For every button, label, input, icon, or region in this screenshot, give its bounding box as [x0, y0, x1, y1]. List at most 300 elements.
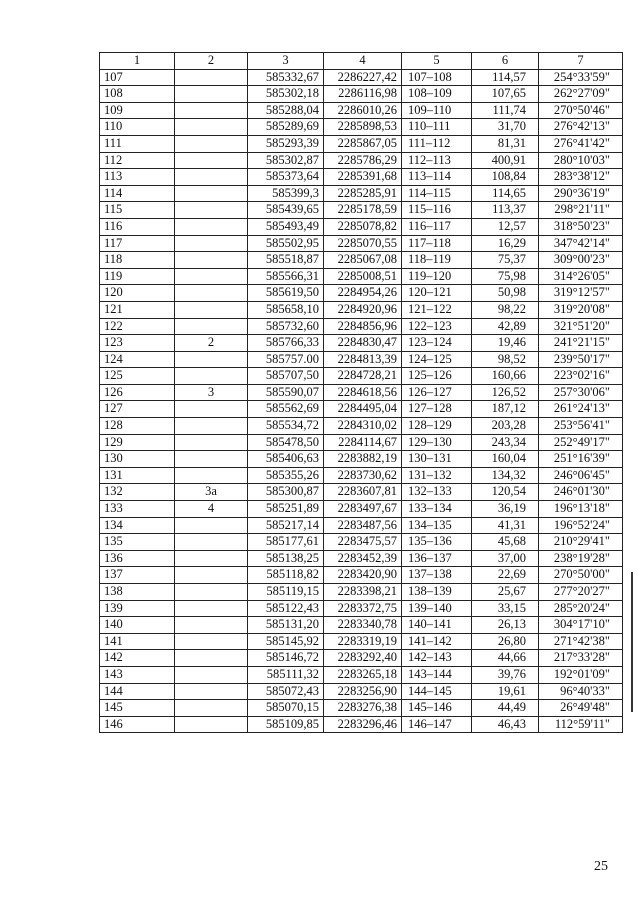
- cell-coord-x: 585118,82: [248, 567, 324, 584]
- cell-bearing: 253°56'41": [539, 418, 623, 435]
- cell-length: 33,15: [472, 600, 539, 617]
- cell-bearing: 276°42'13": [539, 119, 623, 136]
- cell-length: 19,46: [472, 335, 539, 352]
- coordinates-table: [99, 52, 623, 733]
- cell-marker: 3а: [175, 484, 248, 501]
- table-row: [100, 716, 623, 733]
- cell-coord-y: 2284856,96: [324, 318, 402, 335]
- cell-length: 81,31: [472, 135, 539, 152]
- cell-marker: [175, 584, 248, 601]
- cell-point-number: 129: [100, 434, 175, 451]
- cell-bearing: 314°26'05": [539, 268, 623, 285]
- cell-segment: 129–130: [402, 434, 472, 451]
- cell-bearing: 347°42'14": [539, 235, 623, 252]
- cell-coord-x: 585177,61: [248, 534, 324, 551]
- cell-segment: 118–119: [402, 252, 472, 269]
- cell-coord-y: 2283420,90: [324, 567, 402, 584]
- cell-segment: 132–133: [402, 484, 472, 501]
- table-row: [100, 69, 623, 86]
- cell-coord-y: 2285898,53: [324, 119, 402, 136]
- cell-point-number: 117: [100, 235, 175, 252]
- cell-coord-y: 2285070,55: [324, 235, 402, 252]
- cell-point-number: 113: [100, 169, 175, 186]
- cell-marker: [175, 169, 248, 186]
- cell-coord-y: 2285008,51: [324, 268, 402, 285]
- cell-point-number: 134: [100, 517, 175, 534]
- cell-point-number: 115: [100, 202, 175, 219]
- cell-length: 41,31: [472, 517, 539, 534]
- header-col-3: 3: [248, 53, 324, 70]
- cell-point-number: 111: [100, 135, 175, 152]
- cell-coord-y: 2285786,29: [324, 152, 402, 169]
- header-col-5: 5: [402, 53, 472, 70]
- cell-marker: [175, 517, 248, 534]
- cell-point-number: 120: [100, 285, 175, 302]
- cell-coord-x: 585251,89: [248, 501, 324, 518]
- cell-coord-y: 2286010,26: [324, 102, 402, 119]
- cell-coord-y: 2283452,39: [324, 550, 402, 567]
- cell-marker: [175, 700, 248, 717]
- cell-length: 160,04: [472, 451, 539, 468]
- cell-segment: 107–108: [402, 69, 472, 86]
- cell-coord-y: 2284920,96: [324, 301, 402, 318]
- cell-marker: [175, 86, 248, 103]
- table-row: [100, 683, 623, 700]
- cell-coord-x: 585732,60: [248, 318, 324, 335]
- cell-marker: [175, 467, 248, 484]
- table-row: [100, 517, 623, 534]
- cell-marker: [175, 102, 248, 119]
- cell-point-number: 126: [100, 384, 175, 401]
- cell-point-number: 142: [100, 650, 175, 667]
- cell-bearing: 196°13'18": [539, 501, 623, 518]
- cell-coord-y: 2283265,18: [324, 666, 402, 683]
- cell-coord-y: 2285078,82: [324, 218, 402, 235]
- cell-segment: 110–111: [402, 119, 472, 136]
- cell-length: 400,91: [472, 152, 539, 169]
- cell-bearing: 112°59'11": [539, 716, 623, 733]
- cell-length: 120,54: [472, 484, 539, 501]
- cell-bearing: 238°19'28": [539, 550, 623, 567]
- cell-coord-y: 2285391,68: [324, 169, 402, 186]
- cell-marker: [175, 550, 248, 567]
- cell-length: 12,57: [472, 218, 539, 235]
- table-row: [100, 633, 623, 650]
- cell-bearing: 246°06'45": [539, 467, 623, 484]
- cell-point-number: 135: [100, 534, 175, 551]
- cell-point-number: 133: [100, 501, 175, 518]
- cell-coord-y: 2283256,90: [324, 683, 402, 700]
- cell-point-number: 130: [100, 451, 175, 468]
- cell-segment: 145–146: [402, 700, 472, 717]
- cell-coord-x: 585566,31: [248, 268, 324, 285]
- cell-coord-x: 585300,87: [248, 484, 324, 501]
- cell-length: 22,69: [472, 567, 539, 584]
- cell-length: 107,65: [472, 86, 539, 103]
- cell-coord-x: 585766,33: [248, 335, 324, 352]
- cell-coord-x: 585757.00: [248, 351, 324, 368]
- cell-coord-x: 585289,69: [248, 119, 324, 136]
- cell-coord-x: 585518,87: [248, 252, 324, 269]
- cell-segment: 135–136: [402, 534, 472, 551]
- cell-length: 26,80: [472, 633, 539, 650]
- cell-coord-x: 585478,50: [248, 434, 324, 451]
- cell-point-number: 118: [100, 252, 175, 269]
- cell-point-number: 136: [100, 550, 175, 567]
- cell-coord-y: 2284813,39: [324, 351, 402, 368]
- cell-bearing: 271°42'38": [539, 633, 623, 650]
- cell-bearing: 246°01'30": [539, 484, 623, 501]
- cell-point-number: 107: [100, 69, 175, 86]
- cell-bearing: 251°16'39": [539, 451, 623, 468]
- cell-bearing: 270°50'46": [539, 102, 623, 119]
- table-row: [100, 418, 623, 435]
- header-col-2: 2: [175, 53, 248, 70]
- cell-length: 75,37: [472, 252, 539, 269]
- cell-bearing: 283°38'12": [539, 169, 623, 186]
- table-row: [100, 467, 623, 484]
- cell-bearing: 254°33'59": [539, 69, 623, 86]
- cell-length: 111,74: [472, 102, 539, 119]
- cell-bearing: 318°50'23": [539, 218, 623, 235]
- cell-coord-x: 585493,49: [248, 218, 324, 235]
- cell-segment: 133–134: [402, 501, 472, 518]
- cell-marker: [175, 318, 248, 335]
- cell-bearing: 257°30'06": [539, 384, 623, 401]
- table-row: [100, 368, 623, 385]
- cell-length: 98,22: [472, 301, 539, 318]
- cell-bearing: 26°49'48": [539, 700, 623, 717]
- header-col-6: 6: [472, 53, 539, 70]
- cell-coord-x: 585109,85: [248, 716, 324, 733]
- cell-length: 44,66: [472, 650, 539, 667]
- cell-coord-y: 2283730,62: [324, 467, 402, 484]
- cell-coord-x: 585302,18: [248, 86, 324, 103]
- cell-bearing: 261°24'13": [539, 401, 623, 418]
- table-row: [100, 335, 623, 352]
- cell-length: 114,65: [472, 185, 539, 202]
- cell-bearing: 96°40'33": [539, 683, 623, 700]
- cell-marker: [175, 401, 248, 418]
- cell-marker: [175, 418, 248, 435]
- table-row: [100, 484, 623, 501]
- cell-segment: 119–120: [402, 268, 472, 285]
- cell-segment: 146–147: [402, 716, 472, 733]
- cell-bearing: 298°21'11": [539, 202, 623, 219]
- cell-length: 42,89: [472, 318, 539, 335]
- cell-point-number: 137: [100, 567, 175, 584]
- cell-coord-y: 2285285,91: [324, 185, 402, 202]
- cell-point-number: 127: [100, 401, 175, 418]
- cell-segment: 117–118: [402, 235, 472, 252]
- cell-marker: [175, 534, 248, 551]
- cell-marker: [175, 683, 248, 700]
- cell-segment: 130–131: [402, 451, 472, 468]
- cell-length: 160,66: [472, 368, 539, 385]
- table-row: [100, 235, 623, 252]
- cell-point-number: 114: [100, 185, 175, 202]
- cell-bearing: 304°17'10": [539, 617, 623, 634]
- cell-point-number: 116: [100, 218, 175, 235]
- cell-marker: [175, 285, 248, 302]
- table-row: [100, 567, 623, 584]
- table-row: [100, 600, 623, 617]
- cell-segment: 122–123: [402, 318, 472, 335]
- cell-bearing: 192°01'09": [539, 666, 623, 683]
- cell-point-number: 122: [100, 318, 175, 335]
- cell-marker: [175, 152, 248, 169]
- cell-segment: 112–113: [402, 152, 472, 169]
- cell-bearing: 239°50'17": [539, 351, 623, 368]
- cell-bearing: 319°12'57": [539, 285, 623, 302]
- cell-segment: 138–139: [402, 584, 472, 601]
- table-row: [100, 301, 623, 318]
- cell-length: 108,84: [472, 169, 539, 186]
- cell-point-number: 125: [100, 368, 175, 385]
- cell-segment: 142–143: [402, 650, 472, 667]
- cell-marker: [175, 185, 248, 202]
- cell-coord-x: 585122,43: [248, 600, 324, 617]
- cell-length: 114,57: [472, 69, 539, 86]
- cell-coord-y: 2284830,47: [324, 335, 402, 352]
- cell-segment: 139–140: [402, 600, 472, 617]
- cell-segment: 136–137: [402, 550, 472, 567]
- table-row: [100, 666, 623, 683]
- cell-point-number: 119: [100, 268, 175, 285]
- table-row: [100, 218, 623, 235]
- cell-marker: [175, 301, 248, 318]
- cell-coord-x: 585332,67: [248, 69, 324, 86]
- table-row: [100, 318, 623, 335]
- cell-point-number: 145: [100, 700, 175, 717]
- table-row: [100, 700, 623, 717]
- cell-coord-x: 585288,04: [248, 102, 324, 119]
- table-row: [100, 401, 623, 418]
- cell-bearing: 321°51'20": [539, 318, 623, 335]
- cell-length: 44,49: [472, 700, 539, 717]
- cell-length: 75,98: [472, 268, 539, 285]
- cell-segment: 144–145: [402, 683, 472, 700]
- header-col-7: 7: [539, 53, 623, 70]
- cell-marker: [175, 600, 248, 617]
- cell-point-number: 124: [100, 351, 175, 368]
- cell-coord-y: 2286227,42: [324, 69, 402, 86]
- cell-point-number: 132: [100, 484, 175, 501]
- cell-coord-y: 2283340,78: [324, 617, 402, 634]
- cell-length: 50,98: [472, 285, 539, 302]
- cell-coord-y: 2283276,38: [324, 700, 402, 717]
- cell-point-number: 110: [100, 119, 175, 136]
- cell-coord-x: 585406,63: [248, 451, 324, 468]
- cell-bearing: 210°29'41": [539, 534, 623, 551]
- cell-segment: 121–122: [402, 301, 472, 318]
- cell-coord-y: 2283319,19: [324, 633, 402, 650]
- cell-coord-y: 2283296,46: [324, 716, 402, 733]
- cell-segment: 115–116: [402, 202, 472, 219]
- table-row: [100, 102, 623, 119]
- table-row: [100, 501, 623, 518]
- cell-bearing: 290°36'19": [539, 185, 623, 202]
- cell-marker: [175, 633, 248, 650]
- cell-length: 113,37: [472, 202, 539, 219]
- cell-segment: 124–125: [402, 351, 472, 368]
- table-row: [100, 584, 623, 601]
- cell-marker: [175, 351, 248, 368]
- cell-coord-y: 2283292,40: [324, 650, 402, 667]
- cell-point-number: 146: [100, 716, 175, 733]
- cell-coord-x: 585217,14: [248, 517, 324, 534]
- cell-bearing: 252°49'17": [539, 434, 623, 451]
- cell-bearing: 276°41'42": [539, 135, 623, 152]
- cell-marker: [175, 268, 248, 285]
- table-row: [100, 185, 623, 202]
- cell-marker: [175, 119, 248, 136]
- cell-coord-y: 2283497,67: [324, 501, 402, 518]
- cell-marker: [175, 235, 248, 252]
- cell-marker: [175, 666, 248, 683]
- cell-coord-x: 585293,39: [248, 135, 324, 152]
- cell-segment: 140–141: [402, 617, 472, 634]
- cell-bearing: 309°00'23": [539, 252, 623, 269]
- cell-coord-y: 2286116,98: [324, 86, 402, 103]
- cell-bearing: 223°02'16": [539, 368, 623, 385]
- cell-bearing: 319°20'08": [539, 301, 623, 318]
- cell-marker: 3: [175, 384, 248, 401]
- cell-coord-x: 585070,15: [248, 700, 324, 717]
- header-col-1: 1: [100, 53, 175, 70]
- cell-coord-y: 2284954,26: [324, 285, 402, 302]
- table-row: [100, 650, 623, 667]
- cell-point-number: 143: [100, 666, 175, 683]
- cell-bearing: 285°20'24": [539, 600, 623, 617]
- table-row: [100, 617, 623, 634]
- scan-edge-mark: [631, 572, 636, 712]
- cell-coord-x: 585399,3: [248, 185, 324, 202]
- cell-coord-y: 2283487,56: [324, 517, 402, 534]
- cell-coord-y: 2285178,59: [324, 202, 402, 219]
- cell-length: 187,12: [472, 401, 539, 418]
- cell-point-number: 139: [100, 600, 175, 617]
- cell-coord-x: 585373,64: [248, 169, 324, 186]
- cell-segment: 116–117: [402, 218, 472, 235]
- cell-coord-y: 2285067,08: [324, 252, 402, 269]
- cell-length: 98,52: [472, 351, 539, 368]
- cell-length: 26,13: [472, 617, 539, 634]
- cell-bearing: 262°27'09": [539, 86, 623, 103]
- cell-segment: 114–115: [402, 185, 472, 202]
- table-row: [100, 285, 623, 302]
- cell-coord-x: 585131,20: [248, 617, 324, 634]
- cell-coord-y: 2284495,04: [324, 401, 402, 418]
- page-number: 25: [594, 859, 608, 874]
- cell-length: 19,61: [472, 683, 539, 700]
- cell-segment: 131–132: [402, 467, 472, 484]
- cell-segment: 111–112: [402, 135, 472, 152]
- cell-length: 16,29: [472, 235, 539, 252]
- cell-point-number: 112: [100, 152, 175, 169]
- cell-marker: [175, 218, 248, 235]
- cell-point-number: 121: [100, 301, 175, 318]
- table-row: [100, 119, 623, 136]
- table-row: [100, 451, 623, 468]
- cell-coord-x: 585119,15: [248, 584, 324, 601]
- cell-segment: 123–124: [402, 335, 472, 352]
- cell-segment: 128–129: [402, 418, 472, 435]
- cell-length: 39,76: [472, 666, 539, 683]
- cell-marker: [175, 617, 248, 634]
- cell-coord-x: 585072,43: [248, 683, 324, 700]
- cell-coord-y: 2284114,67: [324, 434, 402, 451]
- cell-coord-x: 585707,50: [248, 368, 324, 385]
- cell-coord-x: 585619,50: [248, 285, 324, 302]
- table-row: [100, 268, 623, 285]
- table-row: [100, 135, 623, 152]
- cell-marker: [175, 202, 248, 219]
- cell-segment: 126–127: [402, 384, 472, 401]
- cell-point-number: 131: [100, 467, 175, 484]
- cell-point-number: 144: [100, 683, 175, 700]
- cell-coord-y: 2283475,57: [324, 534, 402, 551]
- cell-point-number: 128: [100, 418, 175, 435]
- table-row: [100, 351, 623, 368]
- cell-segment: 108–109: [402, 86, 472, 103]
- cell-coord-x: 585111,32: [248, 666, 324, 683]
- cell-coord-x: 585658,10: [248, 301, 324, 318]
- table-row: [100, 202, 623, 219]
- cell-segment: 125–126: [402, 368, 472, 385]
- cell-segment: 127–128: [402, 401, 472, 418]
- cell-marker: [175, 434, 248, 451]
- cell-segment: 113–114: [402, 169, 472, 186]
- table-row: [100, 434, 623, 451]
- cell-coord-y: 2283398,21: [324, 584, 402, 601]
- cell-coord-y: 2283882,19: [324, 451, 402, 468]
- cell-marker: [175, 368, 248, 385]
- table-row: [100, 534, 623, 551]
- table-row: [100, 169, 623, 186]
- cell-length: 46,43: [472, 716, 539, 733]
- cell-marker: 4: [175, 501, 248, 518]
- cell-marker: 2: [175, 335, 248, 352]
- cell-length: 31,70: [472, 119, 539, 136]
- cell-bearing: 196°52'24": [539, 517, 623, 534]
- cell-bearing: 217°33'28": [539, 650, 623, 667]
- cell-marker: [175, 716, 248, 733]
- cell-length: 37,00: [472, 550, 539, 567]
- cell-coord-y: 2285867,05: [324, 135, 402, 152]
- cell-bearing: 270°50'00": [539, 567, 623, 584]
- cell-length: 45,68: [472, 534, 539, 551]
- cell-segment: 120–121: [402, 285, 472, 302]
- cell-coord-x: 585439,65: [248, 202, 324, 219]
- cell-coord-x: 585145,92: [248, 633, 324, 650]
- header-col-4: 4: [324, 53, 402, 70]
- cell-length: 134,32: [472, 467, 539, 484]
- cell-segment: 109–110: [402, 102, 472, 119]
- cell-coord-y: 2284728,21: [324, 368, 402, 385]
- cell-segment: 134–135: [402, 517, 472, 534]
- cell-coord-y: 2284310,02: [324, 418, 402, 435]
- cell-bearing: 277°20'27": [539, 584, 623, 601]
- cell-coord-y: 2283372,75: [324, 600, 402, 617]
- cell-bearing: 241°21'15": [539, 335, 623, 352]
- cell-segment: 137–138: [402, 567, 472, 584]
- cell-marker: [175, 451, 248, 468]
- table-row: [100, 152, 623, 169]
- cell-segment: 143–144: [402, 666, 472, 683]
- table-row: [100, 86, 623, 103]
- cell-length: 243,34: [472, 434, 539, 451]
